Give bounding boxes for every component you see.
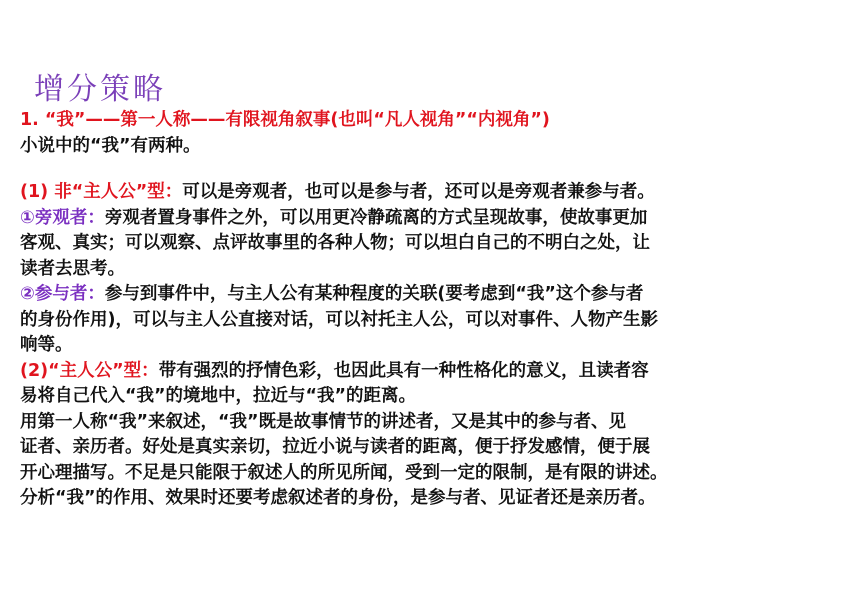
content-body [20, 108, 840, 512]
participant-line-3: 响等。 [20, 335, 73, 355]
observer-line-1 [20, 206, 840, 232]
observer-text-1: 旁观者置身事件之外，可以用更冷静疏离的方式呈现故事，使故事更加 [104, 207, 648, 228]
summary-line-4: 分析“我”的作用、效果时还要考虑叙述者的身份，是参与者、见证者还是亲历者。 [20, 488, 656, 508]
page-title: 增分策略 [34, 72, 166, 107]
section-heading [20, 108, 840, 134]
summary-line-2: 证者、亲历者。好处是真实亲切，拉近小说与读者的距离，便于抒发感情，便于展 [20, 437, 650, 457]
intro-line: 小说中的“我”有两种。 [20, 135, 201, 156]
spacer [20, 159, 840, 180]
participant-line-2: 的身份作用)，可以与主人公直接对话，可以衬托主人公，可以对事件、人物产生影 [20, 309, 658, 330]
type2-line-2: 易将自己代入“我”的境地中，拉近与“我”的距离。 [20, 386, 417, 406]
summary-line-1: 用第一人称“我”来叙述，“我”既是故事情节的讲述者，又是其中的参与者、见 [20, 411, 627, 432]
participant-line-1 [20, 282, 840, 308]
participant-text-1: 参与到事件中，与主人公有某种程度的关联(要考虑到“我”这个参与者 [104, 284, 644, 304]
type2-label: (2)“主人公”型： [20, 360, 159, 381]
observer-label: ①旁观者： [20, 207, 105, 228]
type2-text-1: 带有强烈的抒情色彩，也因此具有一种性格化的意义，且读者容 [158, 360, 649, 381]
participant-label: ②参与者： [20, 284, 105, 304]
type2-line-1 [20, 359, 840, 385]
type1-label: (1) 非“主人公”型： [20, 182, 183, 202]
observer-line-2: 客观、真实；可以观察、点评故事里的各种人物；可以坦白自己的不明白之处，让 [20, 233, 650, 253]
type1-text: 可以是旁观者，也可以是参与者，还可以是旁观者兼参与者。 [182, 182, 655, 202]
section-heading-text: 1. “我”——第一人称——有限视角叙事(也叫“凡人视角”“内视角”) [20, 110, 550, 130]
observer-line-3: 读者去思考。 [20, 258, 125, 279]
summary-line-3: 开心理描写。不足是只能限于叙述人的所见所闻，受到一定的限制，是有限的讲述。 [20, 462, 668, 483]
type1-line [20, 180, 840, 206]
